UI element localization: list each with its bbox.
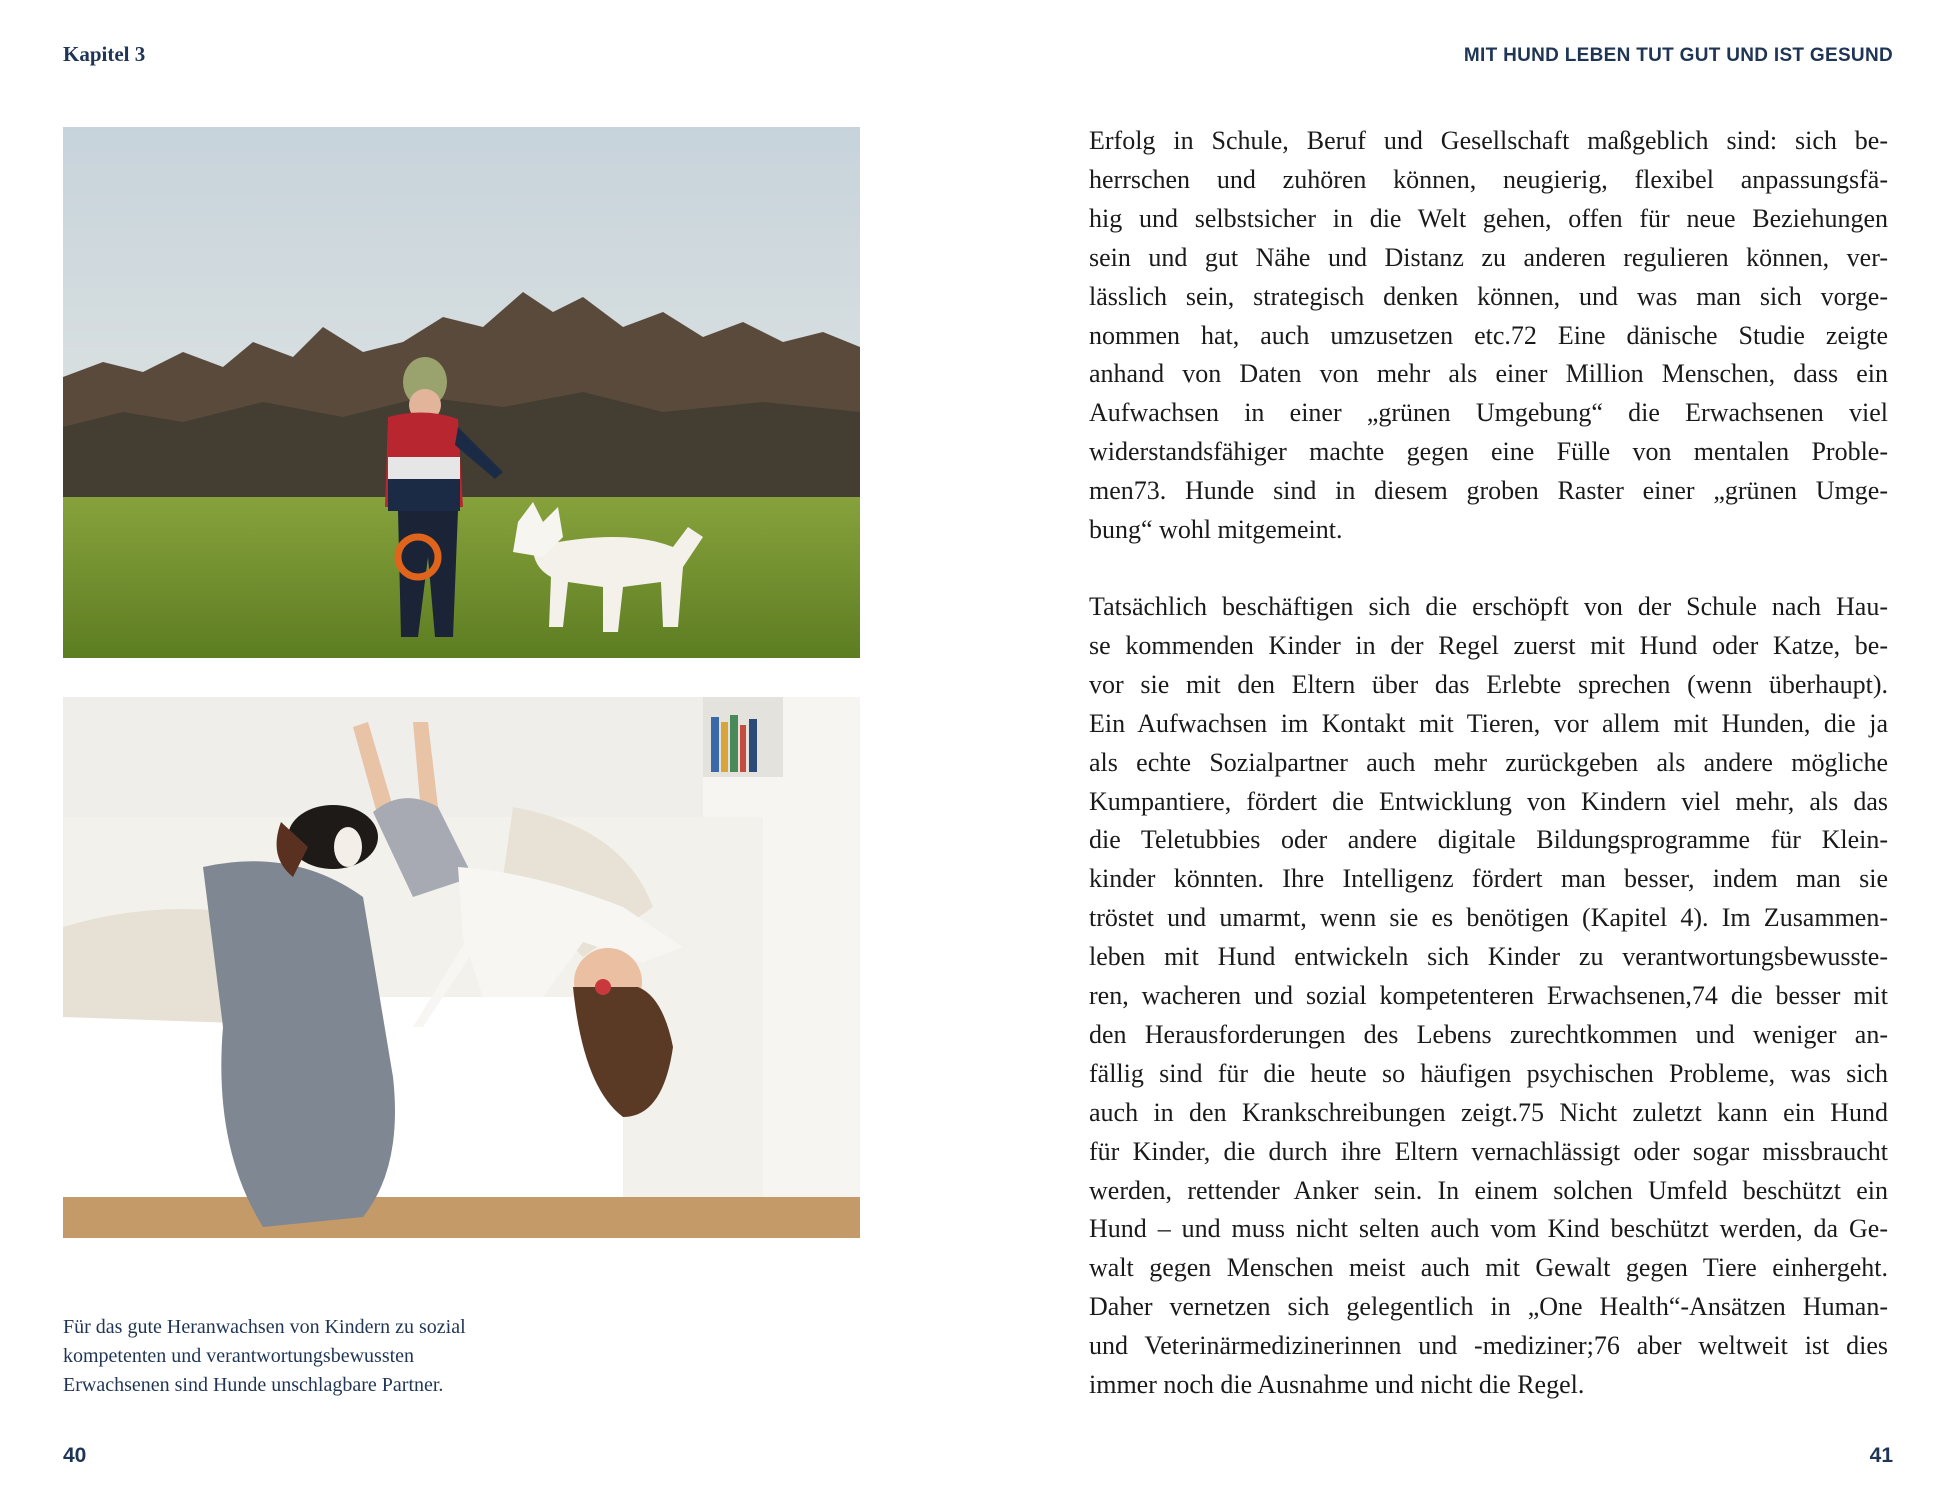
text-line: Daher vernetzen sich gelegentlich in „One Health“-Ansätzen Human- [1089, 1292, 1888, 1322]
caption-line: Erwachsenen sind Hunde unschlagbare Partner. [63, 1374, 444, 1396]
caption-line: kompetenten und verantwortungsbewussten [63, 1345, 415, 1367]
text-line: se kommenden Kinder in der Regel zuerst mit Hund oder Katze, be- [1089, 630, 1888, 660]
text-line: kinder könnten. Ihre Intelligenz fördert man besser, indem man sie [1089, 864, 1888, 894]
text-line: Aufwachsen in einer „grünen Umgebung“ die Erwachsenen viel [1089, 398, 1888, 428]
paragraph-2 [1089, 588, 1888, 1405]
text-line: tröstet und umarmt, wenn sie es benötigen (Kapitel 4). Im Zusammen- [1089, 903, 1888, 933]
text-line: werden, rettender Anker sein. In einem solchen Umfeld beschützt ein [1089, 1175, 1888, 1205]
body-text [1089, 122, 1888, 1405]
text-line: die Teletubbies oder andere digitale Bildungsprogramme für Klein- [1089, 825, 1888, 855]
text-line: Kumpantiere, fördert die Entwicklung von Kindern viel mehr, als das [1089, 786, 1888, 816]
text-line: walt gegen Menschen meist auch mit Gewalt gegen Tiere einhergeht. [1089, 1253, 1888, 1283]
page-number-left: 40 [63, 1444, 87, 1467]
text-line: vor sie mit den Eltern über das Erlebte sprechen (wenn überhaupt). [1089, 669, 1888, 699]
text-line: leben mit Hund entwickeln sich Kinder zu verantwortungsbewusste- [1089, 942, 1888, 972]
text-line: als echte Sozialpartner auch mehr zurückgeben als andere mögliche [1089, 747, 1888, 777]
text-line: bung“ wohl mitgemeint. [1089, 515, 1343, 545]
text-line: Hund – und muss nicht selten auch vom Kind beschützt werden, da Ge- [1089, 1214, 1888, 1244]
text-line: Ein Aufwachsen im Kontakt mit Tieren, vor allem mit Hunden, die ja [1089, 708, 1888, 738]
text-line: Erfolg in Schule, Beruf und Gesellschaft maßgeblich sind: sich be- [1089, 126, 1888, 155]
text-line: anhand von Daten von mehr als einer Million Menschen, dass ein [1089, 359, 1888, 389]
text-line: und Veterinärmedizinerinnen und -mediziner;76 aber weltweit ist dies [1089, 1331, 1888, 1361]
text-line: ren, wacheren und sozial kompetenteren Erwachsenen,74 die besser mit [1089, 981, 1888, 1011]
text-line: herrschen und zuhören können, neugierig, flexibel anpassungsfä- [1089, 164, 1888, 194]
text-line: hig und selbstsicher in die Welt gehen, offen für neue Beziehungen [1089, 203, 1888, 233]
text-line: men73. Hunde sind in diesem groben Raster einer „grünen Umge- [1089, 476, 1888, 506]
image-caption [63, 1313, 533, 1400]
paragraph-1 [1089, 122, 1888, 550]
text-line: fällig sind für die heute so häufigen psychischen Probleme, was sich [1089, 1058, 1888, 1088]
photo-girl-with-dog-on-bed-image [63, 697, 860, 1238]
running-header-right: MIT HUND LEBEN TUT GUT UND IST GESUND [1463, 45, 1893, 66]
text-line: sein und gut Nähe und Distanz zu anderen regulieren können, ver- [1089, 242, 1888, 272]
text-line: lässlich sein, strategisch denken können, und was man sich vorge- [1089, 281, 1888, 311]
caption-line: Für das gute Heranwachsen von Kindern zu sozial [63, 1316, 466, 1338]
photo-girl-with-dog-on-bed [63, 697, 860, 1238]
photo-child-with-dog-image [63, 127, 860, 658]
text-line: Tatsächlich beschäftigen sich die erschöpft von der Schule nach Hau- [1089, 591, 1888, 621]
text-line: nommen hat, auch umzusetzen etc.72 Eine dänische Studie zeigte [1089, 320, 1888, 350]
text-line: auch in den Krankschreibungen zeigt.75 Nicht zuletzt kann ein Hund [1089, 1097, 1888, 1127]
text-line: widerstandsfähiger machte gegen eine Fülle von mentalen Proble- [1089, 437, 1888, 467]
photo-child-with-dog [63, 127, 860, 658]
text-line: den Herausforderungen des Lebens zurechtkommen und weniger an- [1089, 1019, 1888, 1049]
text-line: für Kinder, die durch ihre Eltern vernachlässigt oder sogar missbraucht [1089, 1136, 1888, 1166]
running-header-left: Kapitel 3 [63, 42, 146, 66]
page-number-right: 41 [1869, 1444, 1893, 1467]
text-line: immer noch die Ausnahme und nicht die Regel. [1089, 1370, 1585, 1400]
